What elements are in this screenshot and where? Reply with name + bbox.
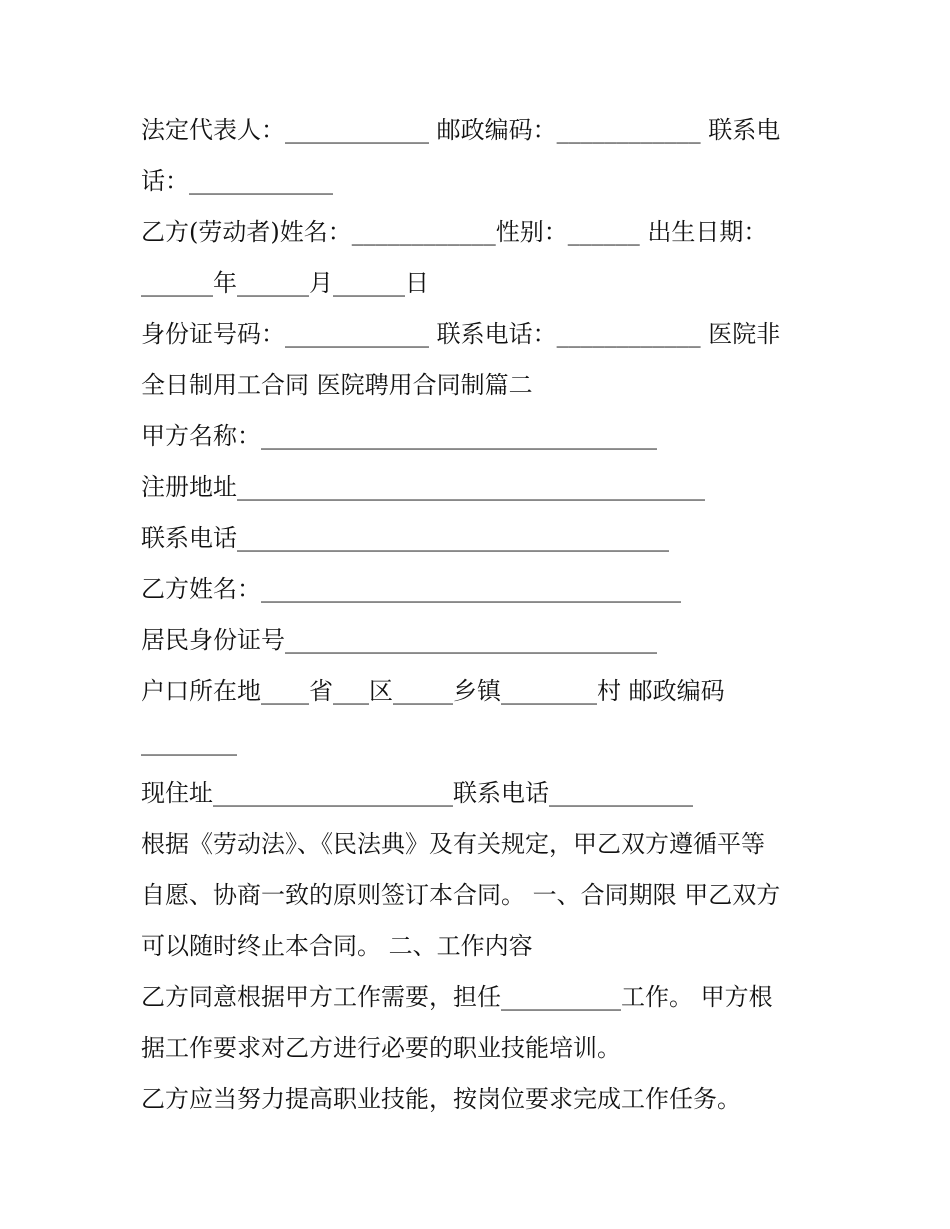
document-body <box>141 105 821 1125</box>
line-postal-code-blank: ________ <box>141 728 237 756</box>
line-birth-date: ______年______月______日 <box>141 269 429 297</box>
line-party-a-name: 甲方名称：_________________________________ <box>141 422 657 450</box>
line-paragraph-1b: 自愿、协商一致的原则签订本合同。 一、合同期限 甲乙双方 <box>141 881 781 909</box>
line-legal-representative: 法定代表人：____________ 邮政编码：____________ 联系电 <box>141 116 781 144</box>
line-paragraph-2a: 乙方同意根据甲方工作需要，担任__________工作。 甲方根 <box>141 983 773 1011</box>
line-household-registration: 户口所在地____省___区_____乡镇________村 邮政编码 <box>141 677 725 705</box>
line-registered-address: 注册地址_______________________________________ <box>141 473 705 501</box>
line-current-address: 现住址____________________联系电话____________ <box>141 779 693 807</box>
line-contact-phone: 联系电话____________________________________ <box>141 524 669 552</box>
line-paragraph-1a: 根据《劳动法》、《民法典》及有关规定，甲乙双方遵循平等 <box>141 830 765 858</box>
line-id-number-phone: 身份证号码：____________ 联系电话：____________ 医院非 <box>141 320 781 348</box>
line-phone-continuation: 话：____________ <box>141 167 333 195</box>
line-resident-id: 居民身份证号_______________________________ <box>141 626 657 654</box>
line-paragraph-2b: 据工作要求对乙方进行必要的职业技能培训。 <box>141 1034 621 1062</box>
line-party-b-name-gender-birth: 乙方(劳动者)姓名：____________性别：______ 出生日期： <box>141 218 768 246</box>
line-paragraph-1c: 可以随时终止本合同。 二、工作内容 <box>141 932 533 960</box>
line-section-heading: 全日制用工合同 医院聘用合同制篇二 <box>141 371 533 399</box>
line-party-b-name: 乙方姓名：___________________________________ <box>141 575 681 603</box>
line-paragraph-3: 乙方应当努力提高职业技能，按岗位要求完成工作任务。 <box>141 1085 741 1113</box>
